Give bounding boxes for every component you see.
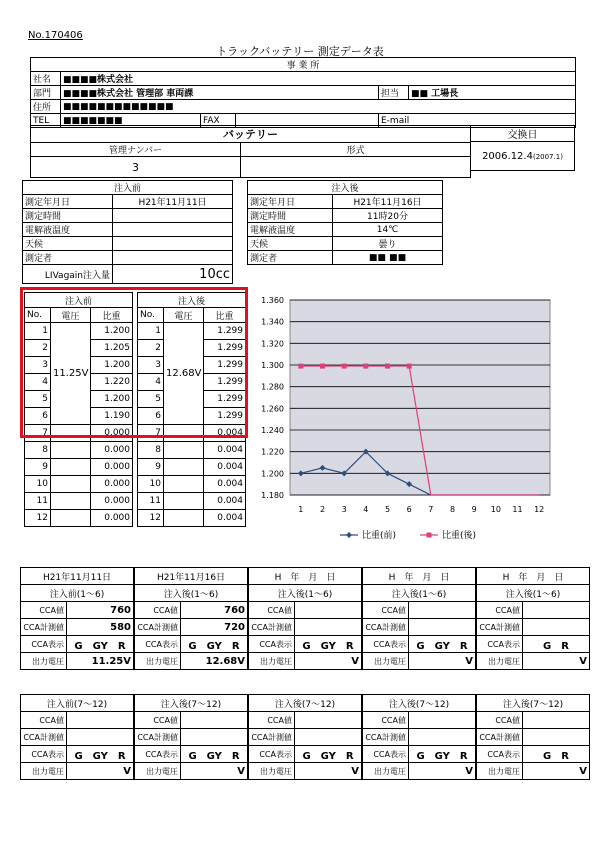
after-sg-value: 1.299 — [204, 374, 246, 391]
summary-out-value: V — [295, 763, 362, 780]
summary-cca-disp-value: G GY R — [67, 636, 134, 653]
x-tick-label: 11 — [512, 505, 523, 514]
summary-out-value: V — [67, 763, 134, 780]
after-weather-value: 曇り — [333, 237, 443, 251]
summary-out-label: 出力電圧 — [249, 653, 295, 670]
before-sg-value: 1.205 — [91, 340, 133, 357]
summary-cca-label: CCA値 — [363, 602, 409, 619]
y-tick-label: 1.320 — [261, 339, 284, 349]
y-tick-label: 1.200 — [261, 469, 284, 479]
before-col-voltage: 電圧 — [51, 308, 91, 323]
after-row-no: 6 — [138, 408, 164, 425]
summary-cca-meas-value — [181, 729, 248, 746]
after-time-label: 測定時間 — [248, 209, 333, 223]
y-tick-label: 1.340 — [261, 317, 284, 327]
after-temp-label: 電解液温度 — [248, 223, 333, 237]
summary-block — [362, 567, 476, 670]
summary-cca-meas-label: CCA計測値 — [21, 619, 67, 636]
y-tick-label: 1.260 — [261, 404, 284, 414]
summary-date: H 年 月 日 — [477, 568, 590, 585]
after-col-sg: 比重 — [204, 308, 246, 323]
before-info-header: 注入前 — [23, 181, 233, 195]
liv-value: 10cc — [113, 265, 233, 284]
summary-cca-value — [181, 712, 248, 729]
y-tick-label: 1.360 — [261, 296, 284, 305]
before-person-label: 測定者 — [23, 251, 113, 265]
liv-label: LIVagain注入量 — [23, 265, 113, 284]
summary-out-value: V — [409, 653, 476, 670]
summary-cca-meas-label: CCA計測値 — [477, 729, 523, 746]
summary-cca-value: 760 — [181, 602, 248, 619]
summary-period-header: 注入後(7～12) — [135, 695, 248, 712]
after-time-value: 11時20分 — [333, 209, 443, 223]
summary-period-header: 注入後(1～6) — [135, 585, 248, 602]
summary-block — [248, 567, 362, 670]
summary-cca-disp-value: G R — [523, 636, 590, 653]
summary-period-header: 注入後(7～12) — [363, 695, 476, 712]
after-sg-value: 0.004 — [204, 476, 246, 493]
summary-cca-meas-value — [409, 729, 476, 746]
data-point — [320, 364, 325, 369]
summary-out-label: 出力電圧 — [363, 653, 409, 670]
after-row-no: 3 — [138, 357, 164, 374]
legend-label: 比重(後) — [442, 531, 477, 541]
summary-out-value: 11.25V — [67, 653, 134, 670]
summary-cca-disp-value: G GY R — [409, 746, 476, 763]
summary-block — [476, 694, 590, 780]
document-number: No.170406 — [28, 30, 83, 41]
summary-block — [134, 567, 248, 670]
highlight-frame — [20, 287, 248, 438]
summary-cca-label: CCA値 — [135, 712, 181, 729]
summary-out-value: V — [523, 763, 590, 780]
before-weather-label: 天候 — [23, 237, 113, 251]
mgmt-value: 3 — [31, 157, 241, 178]
summary-period-header: 注入後(1～6) — [477, 585, 590, 602]
summary-cca-disp-label: CCA表示 — [249, 746, 295, 763]
x-tick-label: 12 — [534, 505, 545, 514]
after-date-value: H21年11月16日 — [333, 195, 443, 209]
before-info-table — [22, 180, 233, 284]
after-person-value: ■■ ■■ — [333, 251, 443, 265]
x-tick-label: 9 — [471, 505, 477, 514]
before-sg-value: 0.000 — [91, 425, 133, 442]
summary-cca-meas-value — [409, 619, 476, 636]
summary-cca-disp-label: CCA表示 — [135, 636, 181, 653]
after-row-no: 7 — [138, 425, 164, 442]
summary-out-value: V — [409, 763, 476, 780]
before-row-no: 4 — [25, 374, 51, 391]
after-row-no: 12 — [138, 510, 164, 527]
before-row-no: 3 — [25, 357, 51, 374]
summary-cca-disp-label: CCA表示 — [477, 746, 523, 763]
exchange-label: 交換日 — [471, 126, 575, 142]
summary-period-header: 注入前(7～12) — [21, 695, 134, 712]
summary-cca-value — [409, 712, 476, 729]
summary-date: H21年11月11日 — [21, 568, 134, 585]
summary-block — [362, 694, 476, 780]
before-sg-value: 0.000 — [91, 476, 133, 493]
before-col-no: No. — [25, 308, 51, 323]
before-sg-value: 1.190 — [91, 408, 133, 425]
plot-area — [290, 300, 550, 495]
summary-cca-disp-value: G GY R — [409, 636, 476, 653]
before-sg-value: 1.200 — [91, 391, 133, 408]
summary-cca-label: CCA値 — [249, 712, 295, 729]
summary-out-label: 出力電圧 — [135, 653, 181, 670]
summary-cca-meas-value — [523, 729, 590, 746]
before-row-no: 6 — [25, 408, 51, 425]
x-tick-label: 4 — [363, 505, 369, 514]
y-tick-label: 1.280 — [261, 382, 284, 392]
before-date-value: H21年11月11日 — [113, 195, 233, 209]
after-row-no: 1 — [138, 323, 164, 340]
x-tick-label: 7 — [428, 505, 434, 514]
type-value — [241, 157, 471, 178]
summary-period-header: 注入後(1～6) — [363, 585, 476, 602]
legend-marker — [346, 532, 352, 538]
summary-out-value: 12.68V — [181, 653, 248, 670]
specific-gravity-chart — [250, 290, 570, 550]
before-temp-label: 電解液温度 — [23, 223, 113, 237]
after-sg-value: 1.299 — [204, 408, 246, 425]
data-point — [385, 364, 390, 369]
type-label: 形式 — [241, 143, 471, 157]
company-value: ■■■■株式会社 — [61, 72, 576, 86]
summary-cca-value — [67, 712, 134, 729]
address-value: ■■■■■■■■■■■■■ — [61, 100, 576, 114]
summary-cca-disp-value: G GY R — [67, 746, 134, 763]
summary-cca-meas-label: CCA計測値 — [135, 619, 181, 636]
x-tick-label: 1 — [298, 505, 304, 514]
x-tick-label: 10 — [490, 505, 501, 514]
summary-cca-disp-label: CCA表示 — [363, 746, 409, 763]
after-row-no: 11 — [138, 493, 164, 510]
after-row-no: 8 — [138, 442, 164, 459]
summary-cca-label: CCA値 — [477, 712, 523, 729]
summary-out-value: V — [181, 763, 248, 780]
before-sg-value: 1.220 — [91, 374, 133, 391]
email-label: E-mail — [379, 114, 576, 128]
summary-out-label: 出力電圧 — [21, 763, 67, 780]
summary-cca-value — [295, 712, 362, 729]
before-sg-value: 0.000 — [91, 493, 133, 510]
summary-cca-disp-value: G GY R — [295, 746, 362, 763]
before-time-label: 測定時間 — [23, 209, 113, 223]
before-cells-header: 注入前 — [25, 293, 133, 308]
legend-label: 比重(前) — [362, 531, 397, 541]
summary-cca-disp-label: CCA表示 — [21, 746, 67, 763]
office-header: 事 業 所 — [31, 58, 576, 72]
after-row-no: 5 — [138, 391, 164, 408]
summary-cca-disp-label: CCA表示 — [21, 636, 67, 653]
after-col-voltage: 電圧 — [164, 308, 204, 323]
summary-cca-meas-label: CCA計測値 — [363, 619, 409, 636]
before-voltage: 11.25V — [51, 323, 91, 425]
after-sg-value: 0.004 — [204, 459, 246, 476]
y-tick-label: 1.180 — [261, 491, 284, 500]
tel-label: TEL — [31, 114, 61, 128]
summary-cca-label: CCA値 — [363, 712, 409, 729]
summary-period-header: 注入前(1～6) — [21, 585, 134, 602]
summary-cca-label: CCA値 — [21, 712, 67, 729]
summary-cca-meas-label: CCA計測値 — [249, 619, 295, 636]
after-sg-value: 1.299 — [204, 391, 246, 408]
before-row-no: 2 — [25, 340, 51, 357]
summary-out-label: 出力電圧 — [477, 763, 523, 780]
after-sg-value: 1.299 — [204, 340, 246, 357]
data-point — [363, 364, 368, 369]
summary-cca-meas-label: CCA計測値 — [249, 729, 295, 746]
battery-header: バッテリー — [31, 126, 471, 143]
summary-cca-disp-value: G GY R — [181, 636, 248, 653]
summary-date: H 年 月 日 — [249, 568, 362, 585]
before-date-label: 測定年月日 — [23, 195, 113, 209]
x-tick-label: 3 — [341, 505, 347, 514]
before-row-no: 7 — [25, 425, 51, 442]
summary-out-label: 出力電圧 — [135, 763, 181, 780]
before-sg-value: 1.200 — [91, 323, 133, 340]
dept-value: ■■■■株式会社 管理部 車両課 — [61, 86, 379, 100]
company-label: 社名 — [31, 72, 61, 86]
before-sg-value: 0.000 — [91, 459, 133, 476]
summary-cca-meas-value — [295, 729, 362, 746]
summary-cca-disp-label: CCA表示 — [135, 746, 181, 763]
before-row-no: 12 — [25, 510, 51, 527]
x-tick-label: 2 — [319, 505, 326, 514]
summary-cca-value — [409, 602, 476, 619]
before-sg-value: 1.200 — [91, 357, 133, 374]
after-row-no: 10 — [138, 476, 164, 493]
summary-cca-meas-value — [295, 619, 362, 636]
before-sg-value: 0.000 — [91, 442, 133, 459]
before-row-no: 9 — [25, 459, 51, 476]
summary-cca-label: CCA値 — [249, 602, 295, 619]
summary-cca-value — [523, 712, 590, 729]
after-sg-value: 1.299 — [204, 357, 246, 374]
summary-cca-disp-value: G GY R — [295, 636, 362, 653]
before-row-no: 1 — [25, 323, 51, 340]
before-row-no: 10 — [25, 476, 51, 493]
summary-cca-label: CCA値 — [21, 602, 67, 619]
exchange-table — [470, 125, 575, 171]
address-label: 住所 — [31, 100, 61, 114]
summary-cca-disp-label: CCA表示 — [477, 636, 523, 653]
summary-out-label: 出力電圧 — [363, 763, 409, 780]
exchange-value: 2006.12.4 — [482, 150, 533, 162]
after-col-no: No. — [138, 308, 164, 323]
after-row-no: 2 — [138, 340, 164, 357]
summary-cca-value — [523, 602, 590, 619]
summary-cca-meas-label: CCA計測値 — [21, 729, 67, 746]
y-tick-label: 1.300 — [261, 361, 284, 370]
dept-label: 部門 — [31, 86, 61, 100]
summary-cca-label: CCA値 — [135, 602, 181, 619]
after-row-no: 4 — [138, 374, 164, 391]
after-row-no: 9 — [138, 459, 164, 476]
before-sg-value: 0.000 — [91, 510, 133, 527]
summary-cca-meas-label: CCA計測値 — [477, 619, 523, 636]
before-row-no: 5 — [25, 391, 51, 408]
after-sg-value: 0.004 — [204, 510, 246, 527]
after-person-label: 測定者 — [248, 251, 333, 265]
summary-cca-meas-value: 580 — [67, 619, 134, 636]
exchange-note: (2007.1) — [532, 152, 563, 161]
after-sg-value: 0.004 — [204, 442, 246, 459]
tel-value: ■■■■■■■ — [61, 114, 201, 128]
summary-period-header: 注入後(7～12) — [249, 695, 362, 712]
before-col-sg: 比重 — [91, 308, 133, 323]
data-point — [342, 364, 347, 369]
summary-cca-meas-label: CCA計測値 — [363, 729, 409, 746]
summary-cca-meas-value — [67, 729, 134, 746]
before-row-no: 11 — [25, 493, 51, 510]
data-point — [298, 364, 303, 369]
mgmt-label: 管理ナンバー — [31, 143, 241, 157]
summary-cca-meas-value — [523, 619, 590, 636]
summary-cca-disp-label: CCA表示 — [249, 636, 295, 653]
y-tick-label: 1.220 — [261, 447, 284, 457]
after-voltage: 12.68V — [164, 323, 204, 425]
after-sg-value: 0.004 — [204, 425, 246, 442]
summary-cca-label: CCA値 — [477, 602, 523, 619]
summary-out-label: 出力電圧 — [21, 653, 67, 670]
summary-block — [476, 567, 590, 670]
summary-block — [20, 567, 134, 670]
after-sg-value: 0.004 — [204, 493, 246, 510]
y-tick-label: 1.240 — [261, 426, 284, 435]
summary-cca-disp-label: CCA表示 — [363, 636, 409, 653]
fax-label: FAX — [201, 114, 236, 128]
after-info-table — [247, 180, 443, 265]
battery-table — [30, 125, 471, 178]
summary-period-header: 注入後(1～6) — [249, 585, 362, 602]
before-row-no: 8 — [25, 442, 51, 459]
summary-date: H 年 月 日 — [363, 568, 476, 585]
x-tick-label: 6 — [406, 505, 412, 514]
summary-cca-disp-value: G GY R — [181, 746, 248, 763]
summary-cca-meas-label: CCA計測値 — [135, 729, 181, 746]
summary-cca-disp-value: G R — [523, 746, 590, 763]
document-title: トラックバッテリー 測定データ表 — [216, 45, 384, 58]
after-temp-value: 14℃ — [333, 223, 443, 237]
summary-out-label: 出力電圧 — [477, 653, 523, 670]
summary-cca-value: 760 — [67, 602, 134, 619]
summary-block — [134, 694, 248, 780]
data-point — [407, 364, 412, 369]
exchange-value-cell — [471, 142, 575, 171]
summary-block — [20, 694, 134, 780]
x-tick-label: 5 — [384, 505, 391, 514]
legend-marker — [427, 533, 432, 538]
summary-cca-meas-value: 720 — [181, 619, 248, 636]
contact-value: ■■ 工場長 — [409, 86, 576, 100]
after-date-label: 測定年月日 — [248, 195, 333, 209]
summary-cca-value — [295, 602, 362, 619]
summary-period-header: 注入後(7～12) — [477, 695, 590, 712]
summary-out-value: V — [523, 653, 590, 670]
summary-out-label: 出力電圧 — [249, 763, 295, 780]
after-cells-header: 注入後 — [138, 293, 246, 308]
after-info-header: 注入後 — [248, 181, 443, 195]
summary-out-value: V — [295, 653, 362, 670]
after-weather-label: 天候 — [248, 237, 333, 251]
office-table — [30, 57, 576, 128]
summary-block — [248, 694, 362, 780]
contact-label: 担当 — [379, 86, 409, 100]
after-sg-value: 1.299 — [204, 323, 246, 340]
x-tick-label: 8 — [449, 505, 456, 514]
summary-date: H21年11月16日 — [135, 568, 248, 585]
